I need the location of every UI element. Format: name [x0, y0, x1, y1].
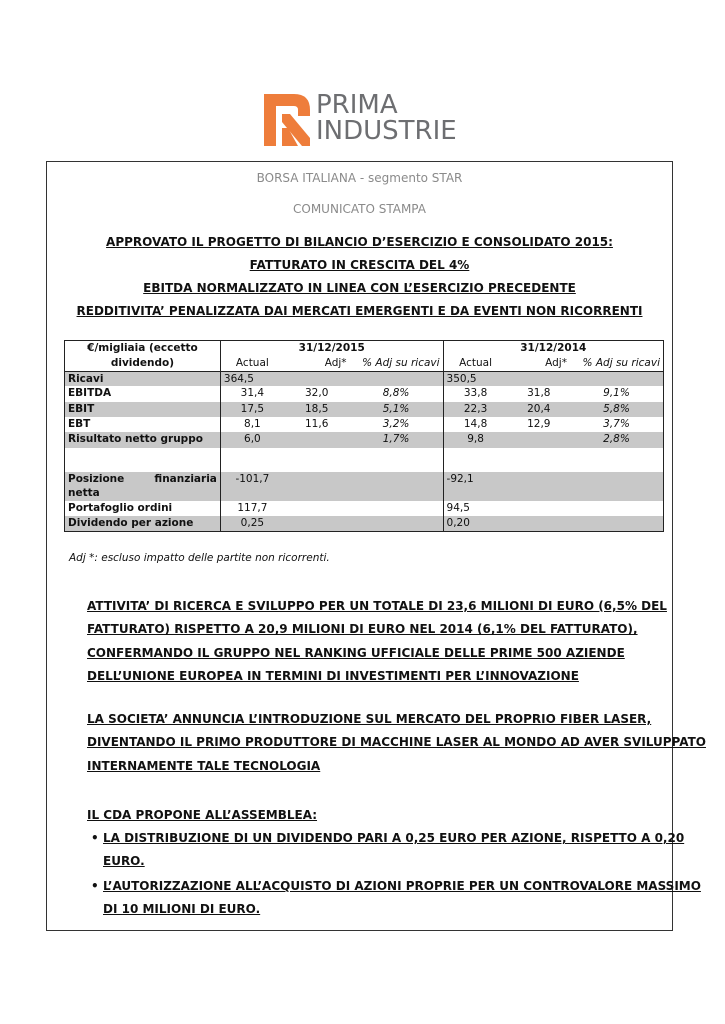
cell: [284, 432, 350, 447]
table-header-row: [65, 341, 664, 356]
pfn-label-line-2: netta: [68, 486, 100, 499]
cell: 12,9: [527, 417, 551, 430]
cell: 8,8%: [350, 386, 443, 401]
bullet-1-line-1: LA DISTRIBUZIONE DI UN DIVIDENDO PARI A 0,25 EURO PER AZIONE, RISPETTO A 0,20: [103, 831, 685, 845]
cell: [350, 371, 443, 386]
cell: 3,7%: [603, 417, 630, 430]
table-row: [65, 371, 664, 386]
research-paragraph: [87, 595, 667, 688]
title-line-2: FATTURATO IN CRESCITA DEL 4%: [249, 258, 470, 272]
fiber-line-1: LA SOCIETA’ ANNUNCIA L’INTRODUZIONE SUL MERCATO DEL PROPRIO FIBER LASER,: [87, 712, 652, 726]
cda-heading-text: IL CDA PROPONE ALL’ASSEMBLEA:: [87, 808, 318, 822]
row-label: EBIT: [65, 402, 221, 417]
cell: [284, 371, 350, 386]
cell: 94,5: [446, 501, 470, 514]
research-line-3: CONFERMANDO IL GRUPPO NEL RANKING UFFICIALE DELLE PRIME 500 AZIENDE: [87, 645, 625, 660]
cell: [284, 516, 443, 531]
row-label: EBT: [65, 417, 221, 432]
market-segment: BORSA ITALIANA - segmento STAR: [256, 171, 463, 185]
table-row: [65, 386, 664, 401]
cell: 350,5: [443, 371, 508, 386]
cell: 3,2%: [350, 417, 443, 432]
table-row: [65, 402, 664, 417]
cell: 2,8%: [570, 432, 664, 447]
cell: 117,7: [237, 501, 268, 514]
pfn-label-word-1: Posizione: [68, 472, 125, 485]
table-row: [65, 432, 664, 447]
cell: [570, 371, 664, 386]
cell: 33,8: [463, 387, 488, 400]
cell: [508, 472, 664, 501]
fiber-line-3: INTERNAMENTE TALE TECNOLOGIA: [87, 758, 321, 773]
col-adj-2015: Adj*: [284, 356, 350, 371]
cell: 8,1: [244, 417, 261, 430]
bullet-2-line-2: DI 10 MILIONI DI EURO.: [103, 902, 261, 917]
cell: 9,8: [443, 432, 508, 447]
corner-line-2: dividendo): [65, 356, 221, 371]
cda-bullet-2: [91, 875, 701, 923]
document-type: COMUNICATO STAMPA: [293, 202, 426, 216]
cda-bullet-1: [91, 827, 685, 875]
row-label: Risultato netto gruppo: [65, 432, 221, 447]
col-pct-2015: % Adj su ricavi: [350, 356, 443, 371]
spacer-cell: [220, 448, 443, 472]
period-2014-label: 31/12/2014: [520, 342, 587, 354]
cell: 5,1%: [350, 402, 443, 417]
cell: [284, 501, 443, 516]
bullet-1-line-2: EURO.: [103, 854, 145, 869]
row-label: Dividendo per azione: [65, 516, 221, 531]
research-line-1: ATTIVITA’ DI RICERCA E SVILUPPO PER UN TOTALE DI 23,6 MILIONI DI EURO (6,5% DEL: [87, 599, 667, 613]
cda-heading: [87, 804, 657, 827]
research-line-4: DELL’UNIONE EUROPEA IN TERMINI DI INVESTIMENTI PER L’INNOVAZIONE: [87, 668, 579, 683]
cell: -92,1: [443, 472, 508, 501]
corner-line-1: €/migliaia (eccetto: [87, 342, 198, 354]
table-row: [65, 472, 664, 501]
cell: [284, 472, 443, 501]
period-2015-header: [220, 341, 443, 356]
pfn-label-word-2: finanziaria: [154, 472, 217, 485]
col-pct-2014: % Adj su ricavi: [570, 356, 664, 371]
row-label: Portafoglio ordini: [65, 501, 221, 516]
fiber-laser-paragraph: [87, 708, 706, 778]
title-line-3: EBITDA NORMALIZZATO IN LINEA CON L’ESERCIZIO PRECEDENTE: [143, 281, 576, 295]
row-label: EBITDA: [65, 386, 221, 401]
bullet-2-line-1: L’AUTORIZZAZIONE ALL’ACQUISTO DI AZIONI PROPRIE PER UN CONTROVALORE MASSIMO: [103, 879, 701, 893]
cell: [508, 501, 664, 516]
cell: 1,7%: [350, 432, 443, 447]
cell: 0,20: [443, 516, 508, 531]
cell: [508, 371, 570, 386]
bullet-icon: •: [91, 879, 99, 893]
cell: 0,25: [220, 516, 283, 531]
col-actual-2015: Actual: [220, 356, 283, 371]
logo-wordmark: [316, 92, 457, 144]
financial-table: [64, 340, 664, 532]
table-row: [65, 516, 664, 531]
cell: 32,0: [305, 387, 329, 400]
cell: 22,3: [443, 402, 508, 417]
cell: 18,5: [284, 402, 350, 417]
cell: 14,8: [463, 417, 488, 430]
table-subheader-row: [65, 356, 664, 371]
cell: 20,4: [508, 402, 570, 417]
cell: 31,8: [527, 387, 551, 400]
cell: 5,8%: [570, 402, 664, 417]
cell: 364,5: [220, 371, 283, 386]
cell: 9,1%: [603, 387, 630, 400]
cell: 17,5: [220, 402, 283, 417]
table-footnote: Adj *: escluso impatto delle partite non ricorrenti.: [69, 552, 330, 564]
table-row: [65, 417, 664, 432]
spacer-cell: [65, 448, 221, 472]
cell: 11,6: [305, 417, 329, 430]
period-2015-label: 31/12/2015: [298, 342, 365, 354]
title-line-1: APPROVATO IL PROGETTO DI BILANCIO D’ESERCIZIO E CONSOLIDATO 2015:: [106, 235, 613, 249]
prima-industrie-logo-mark-icon: [264, 94, 310, 146]
table-row: [65, 501, 664, 516]
cell: 6,0: [220, 432, 283, 447]
company-logo: [264, 92, 464, 148]
cell: 31,4: [240, 387, 265, 400]
logo-line-1: PRIMA: [316, 90, 398, 120]
col-actual-2014: Actual: [443, 356, 508, 371]
bullet-icon: •: [91, 831, 99, 845]
research-line-2: FATTURATO) RISPETTO A 20,9 MILIONI DI EURO NEL 2014 (6,1% DEL FATTURATO),: [87, 622, 638, 637]
table-corner: [65, 341, 221, 356]
table-spacer-row: [65, 448, 664, 472]
row-label: Ricavi: [65, 371, 221, 386]
period-2014-header: [443, 341, 663, 356]
col-adj-2014: Adj*: [508, 356, 570, 371]
cell: [508, 516, 664, 531]
document-frame: [46, 161, 706, 931]
row-label-pfn: [65, 472, 221, 501]
title-line-4: REDDITIVITA’ PENALIZZATA DAI MERCATI EMERGENTI E DA EVENTI NON RICORRENTI: [76, 304, 643, 318]
cell: [508, 432, 570, 447]
spacer-cell: [443, 448, 663, 472]
cell: -101,7: [220, 472, 283, 501]
fiber-line-2: DIVENTANDO IL PRIMO PRODUTTORE DI MACCHINE LASER AL MONDO AD AVER SVILUPPATO: [87, 735, 706, 750]
logo-line-2: INDUSTRIE: [316, 116, 457, 146]
